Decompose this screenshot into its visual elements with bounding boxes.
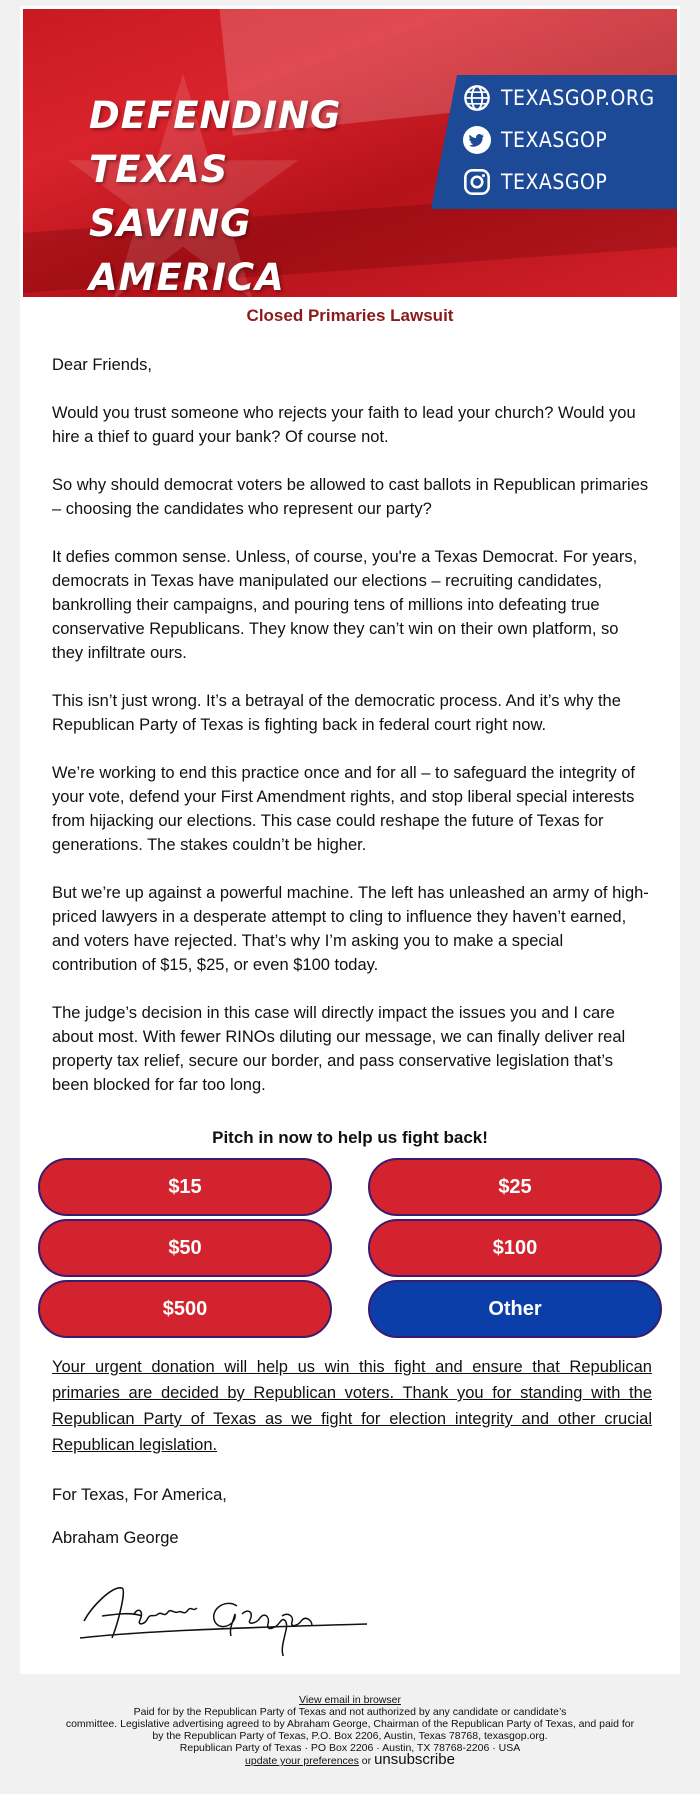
paragraph: Would you trust someone who rejects your faith to lead your church? Would you hire a thief to guard your bank? Of course not. [52, 404, 636, 446]
paragraph: We’re working to end this practice once and for all – to safeguard the integrity of your vote, defend your First Amendment rights, and stop liberal special interests from hijacking our elections. This case could reshape the future of Texas for generations. The stakes couldn’t be higher. [52, 764, 636, 854]
donate-25-button[interactable]: $25 [368, 1158, 662, 1216]
email-footer [0, 1694, 700, 1767]
donate-15-button[interactable]: $15 [38, 1158, 332, 1216]
instagram-icon [463, 168, 491, 196]
social-links [463, 77, 677, 203]
paragraph: This isn’t just wrong. It’s a betrayal of the democratic process. And it’s why the Republican Party of Texas is fighting back in federal court right now. [52, 692, 621, 734]
email-body [52, 353, 652, 1121]
signer-name: Abraham George [52, 1529, 179, 1547]
email-card [20, 6, 680, 1674]
mailing-address: Republican Party of Texas · PO Box 2206 · Austin, TX 78768-2206 · USA [179, 1742, 521, 1754]
greeting: Dear Friends, [52, 356, 152, 374]
donate-500-button[interactable]: $500 [38, 1280, 332, 1338]
cta-heading: Pitch in now to help us fight back! [212, 1128, 488, 1147]
twitter-link[interactable]: TEXASGOP [463, 119, 677, 161]
banner-headline: DEFENDING TEXAS SAVING AMERICA [89, 94, 342, 297]
signoff: For Texas, For America, [52, 1486, 227, 1504]
paragraph: But we’re up against a powerful machine. The left has unleashed an army of high-priced lawyers in a desperate attempt to cling to influence they haven’t earned, and voters have rejected. That’s why I’m asking you to make a special contribution of $15, $25, or even $100 today. [52, 884, 649, 974]
paid-for-line: by the Republican Party of Texas, P.O. Box 2206, Austin, Texas 78768, texasgop.org. [152, 1730, 548, 1742]
globe-icon [463, 84, 491, 112]
instagram-link[interactable]: TEXASGOP [463, 161, 677, 203]
paid-for-line: committee. Legislative advertising agreed to by Abraham George, Chairman of the Republican Party of Texas, and paid for [65, 1718, 635, 1730]
paid-for-line: Paid for by the Republican Party of Texas and not authorized by any candidate or candidate’s [133, 1706, 567, 1718]
view-in-browser-link[interactable]: View email in browser [299, 1694, 401, 1706]
signature-image [72, 1576, 372, 1656]
unsubscribe-link[interactable]: unsubscribe [374, 1751, 455, 1768]
donate-50-button[interactable]: $50 [38, 1219, 332, 1277]
paragraph: So why should democrat voters be allowed to cast ballots in Republican primaries – choosing the candidates who represent our party? [52, 476, 649, 518]
paragraph: It defies common sense. Unless, of course, you're a Texas Democrat. For years, democrats in Texas have manipulated our elections – recruiting candidates, bankrolling their campaigns, and pouring tens of millions into defeating true conservative Republicans. They know they can’t win on their own platform, so they infiltrate ours. [52, 548, 638, 662]
header-banner [23, 9, 677, 297]
paragraph: The judge’s decision in this case will directly impact the issues you and I care about most. With fewer RINOs diluting our message, we can finally deliver real property tax relief, secure our border, and pass conservative legislation that’s been blocked for far too long. [52, 1004, 626, 1094]
update-preferences-link[interactable]: update your preferences [245, 1755, 359, 1767]
donate-other-button[interactable]: Other [368, 1280, 662, 1338]
closing-link[interactable]: Your urgent donation will help us win this fight and ensure that Republican primaries are decided by Republican voters. Thank you for standing with the Republican Party of Texas as we fight for election integrity and other crucial Republican legislation. [52, 1358, 652, 1454]
donate-100-button[interactable]: $100 [368, 1219, 662, 1277]
website-link[interactable]: TEXASGOP.ORG [463, 77, 677, 119]
email-title: Closed Primaries Lawsuit [246, 306, 454, 325]
twitter-icon [463, 126, 491, 154]
preferences-row: update your preferences or unsubscribe [245, 1751, 455, 1768]
